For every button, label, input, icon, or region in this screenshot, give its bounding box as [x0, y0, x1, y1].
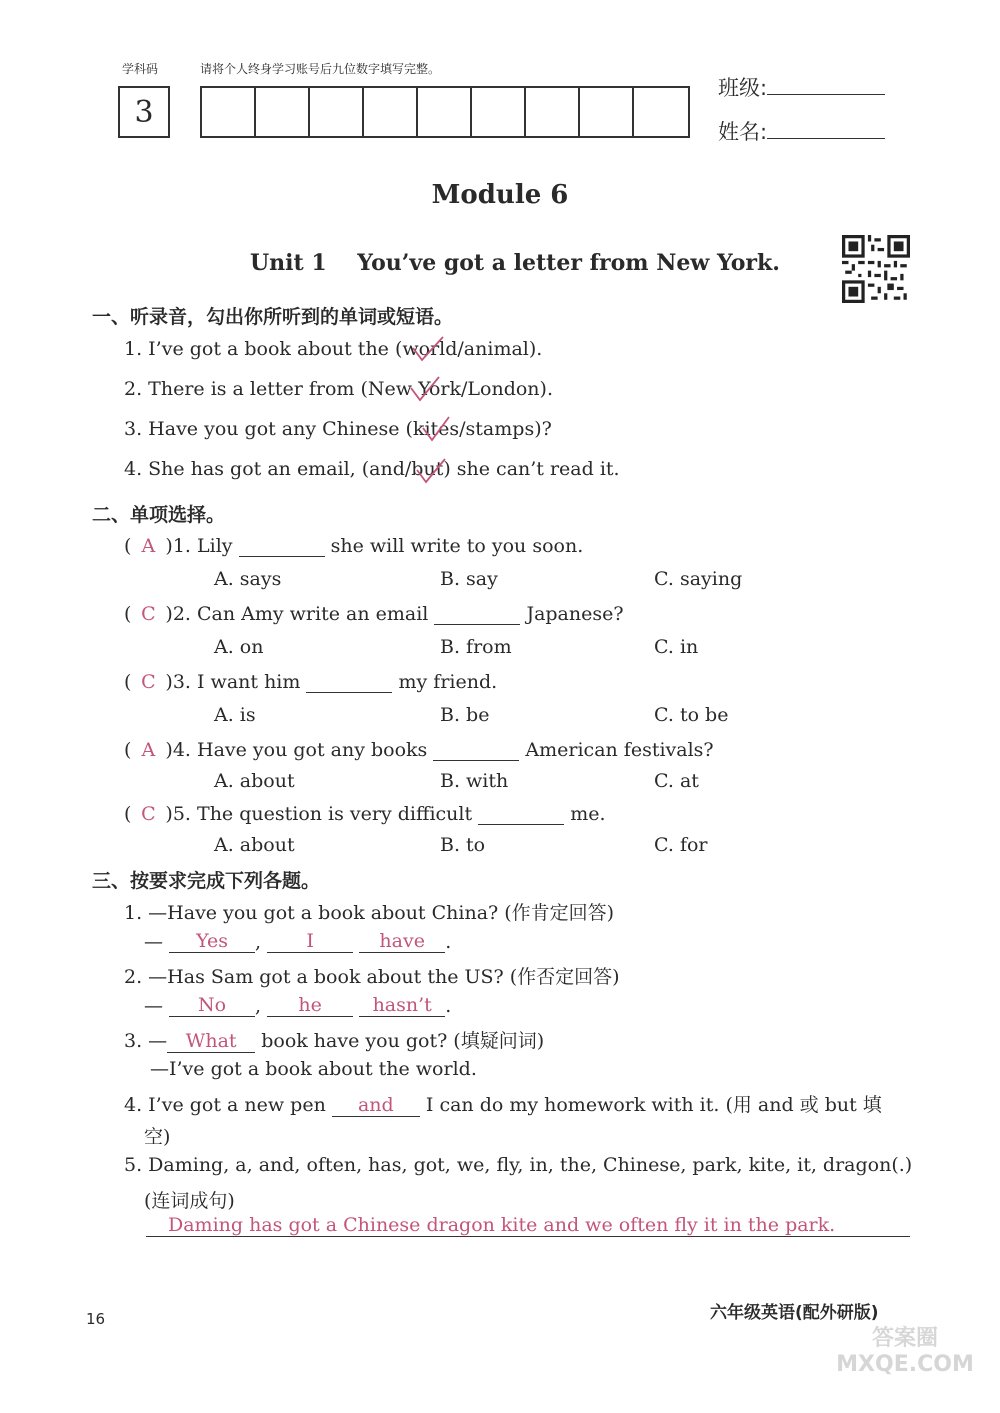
digit-box[interactable]	[256, 88, 310, 136]
sentence-answer: Daming has got a Chinese dragon kite and we often fly it in the park.	[168, 1214, 836, 1236]
checkmark-icon	[414, 456, 448, 486]
digit-box[interactable]	[418, 88, 472, 136]
listening-item: 1. I’ve got a book about the (world/animal).	[124, 338, 543, 360]
class-blank[interactable]	[767, 76, 885, 95]
choice-question: ( C )2. Can Amy write an email Japanese?	[124, 603, 624, 625]
digit-box[interactable]	[202, 88, 256, 136]
sentence-answer-line[interactable]	[146, 1214, 910, 1237]
choice-option: B. say	[440, 568, 498, 590]
choice-option: C. for	[654, 834, 708, 856]
section3-heading: 三、按要求完成下列各题。	[92, 870, 321, 892]
choice-answer[interactable]: A	[141, 739, 156, 761]
choice-option: A. about	[214, 770, 295, 792]
question-5-instruction: (连词成句)	[144, 1190, 235, 1212]
unit-title: Unit 1 You’ve got a letter from New York.	[250, 250, 780, 276]
listening-item: 4. She has got an email, (and/but) she can’t read it.	[124, 458, 620, 480]
listening-item: 3. Have you got any Chinese (kites/stamps)?	[124, 418, 552, 440]
subject-code-label: 学科码	[122, 62, 159, 76]
digit-box[interactable]	[364, 88, 418, 136]
choice-option: A. says	[214, 568, 282, 590]
choice-question: ( C )5. The question is very difficult me.	[124, 803, 606, 825]
answer-line-1: — Yes , I have .	[144, 930, 452, 953]
choice-option: C. saying	[654, 568, 743, 590]
subject-code-box: 3	[118, 86, 170, 138]
qr-code-icon[interactable]	[842, 235, 910, 303]
choice-question: ( C )3. I want him my friend.	[124, 671, 498, 693]
choice-option: B. be	[440, 704, 490, 726]
name-label: 姓名:	[718, 120, 768, 144]
digit-box[interactable]	[310, 88, 364, 136]
choice-option: B. with	[440, 770, 509, 792]
checkmark-icon	[410, 334, 446, 364]
answer-line-2: — No , he hasn’t .	[144, 994, 452, 1017]
choice-option: A. about	[214, 834, 295, 856]
question-3-reply: —I’ve got a book about the world.	[150, 1058, 477, 1080]
question-3: 3. — What book have you got? (填疑问词)	[124, 1030, 545, 1052]
listening-item: 2. There is a letter from (New York/London).	[124, 378, 553, 400]
choice-option: C. in	[654, 636, 699, 658]
digit-box[interactable]	[472, 88, 526, 136]
digit-box[interactable]	[580, 88, 634, 136]
section1-heading: 一、听录音，勾出你所听到的单词或短语。	[92, 306, 454, 328]
account-digit-boxes[interactable]	[200, 86, 690, 138]
question-4: 4. I’ve got a new pen and I can do my homework with it. (用 and 或 but 填	[124, 1094, 882, 1116]
class-label: 班级:	[718, 76, 768, 100]
question-4-cont: 空)	[144, 1126, 171, 1148]
module-title: Module 6	[431, 180, 569, 210]
choice-answer[interactable]: C	[141, 803, 156, 825]
question-2: 2. —Has Sam got a book about the US? (作否定回答)	[124, 966, 620, 988]
choice-answer[interactable]: A	[141, 535, 156, 557]
answer-blank[interactable]: have	[359, 930, 445, 953]
answer-blank[interactable]: I	[267, 930, 353, 953]
answer-blank[interactable]: and	[332, 1094, 420, 1117]
name-field[interactable]	[718, 116, 885, 146]
class-field[interactable]	[718, 72, 885, 102]
checkmark-icon	[420, 414, 452, 444]
watermark-logo: 答案圈 MXQE.COM	[836, 1326, 974, 1378]
choice-option: C. at	[654, 770, 699, 792]
choice-question: ( A )4. Have you got any books American festivals?	[124, 739, 714, 761]
answer-blank[interactable]: hasn’t	[359, 994, 445, 1017]
digit-box[interactable]	[634, 88, 688, 136]
section2-heading: 二、单项选择。	[92, 504, 226, 526]
choice-answer[interactable]: C	[141, 671, 156, 693]
digit-box[interactable]	[526, 88, 580, 136]
choice-question: ( A )1. Lily she will write to you soon.	[124, 535, 584, 557]
choice-option: B. to	[440, 834, 486, 856]
answer-blank[interactable]: he	[267, 994, 353, 1017]
question-1: 1. —Have you got a book about China? (作肯定回答)	[124, 902, 615, 924]
choice-option: B. from	[440, 636, 512, 658]
choice-option: A. is	[214, 704, 256, 726]
checkmark-icon	[408, 374, 442, 404]
answer-blank[interactable]: Yes	[169, 930, 255, 953]
account-instruction: 请将个人终身学习账号后九位数字填写完整。	[200, 62, 441, 76]
page-number: 16	[86, 1310, 106, 1328]
question-5: 5. Daming, a, and, often, has, got, we, fly, in, the, Chinese, park, kite, it, dragon(.)	[124, 1154, 913, 1176]
choice-option: C. to be	[654, 704, 729, 726]
name-blank[interactable]	[767, 120, 885, 139]
choice-option: A. on	[214, 636, 264, 658]
choice-answer[interactable]: C	[141, 603, 156, 625]
answer-blank[interactable]: No	[169, 994, 255, 1017]
book-title: 六年级英语(配外研版)	[710, 1303, 879, 1323]
answer-blank[interactable]: What	[167, 1030, 255, 1053]
